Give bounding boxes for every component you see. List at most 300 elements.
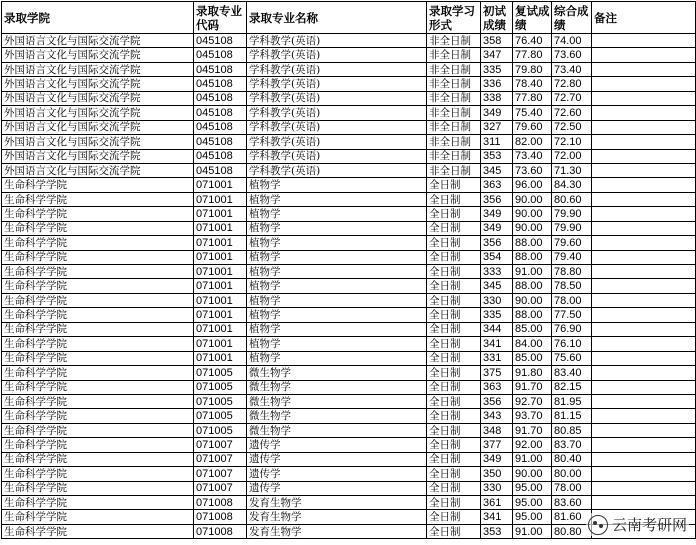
- cell-major-name: 植物学: [247, 265, 427, 279]
- cell-study-mode: 全日制: [427, 481, 481, 495]
- table-row: [2, 481, 696, 495]
- cell-major-name: 植物学: [247, 279, 427, 293]
- cell-total-score: 72.00: [552, 149, 592, 163]
- table-row: [2, 48, 696, 62]
- cell-college: 生命科学学院: [2, 351, 194, 365]
- cell-total-score: 79.90: [552, 207, 592, 221]
- cell-initial-score: 358: [481, 34, 513, 48]
- cell-study-mode: 全日制: [427, 293, 481, 307]
- cell-study-mode: 全日制: [427, 308, 481, 322]
- cell-retest-score: 91.70: [513, 423, 552, 437]
- cell-total-score: 80.40: [552, 452, 592, 466]
- cell-major-code: 071007: [194, 481, 247, 495]
- cell-college: 生命科学学院: [2, 178, 194, 192]
- cell-major-name: 植物学: [247, 221, 427, 235]
- cell-remarks: [592, 394, 696, 408]
- cell-major-name: 学科教学(英语): [247, 77, 427, 91]
- cell-study-mode: 全日制: [427, 265, 481, 279]
- cell-major-code: 071001: [194, 337, 247, 351]
- cell-college: 生命科学学院: [2, 423, 194, 437]
- header-total-score: 综合成绩: [552, 2, 592, 34]
- table-row: [2, 366, 696, 380]
- header-college: 录取学院: [2, 2, 194, 34]
- cell-major-name: 遗传学: [247, 481, 427, 495]
- cell-major-code: 071005: [194, 423, 247, 437]
- cell-major-name: 遗传学: [247, 452, 427, 466]
- cell-study-mode: 全日制: [427, 337, 481, 351]
- cell-initial-score: 330: [481, 293, 513, 307]
- admission-table: [1, 1, 696, 539]
- cell-college: 外国语言文化与国际交流学院: [2, 62, 194, 76]
- cell-retest-score: 75.40: [513, 106, 552, 120]
- table-row: [2, 120, 696, 134]
- cell-initial-score: 349: [481, 207, 513, 221]
- table-row: [2, 380, 696, 394]
- cell-major-name: 发育生物学: [247, 524, 427, 538]
- cell-college: 外国语言文化与国际交流学院: [2, 91, 194, 105]
- cell-retest-score: 79.60: [513, 120, 552, 134]
- table-body: [2, 34, 696, 539]
- cell-retest-score: 88.00: [513, 250, 552, 264]
- cell-study-mode: 非全日制: [427, 135, 481, 149]
- cell-study-mode: 非全日制: [427, 34, 481, 48]
- cell-retest-score: 82.00: [513, 135, 552, 149]
- cell-total-score: 76.10: [552, 337, 592, 351]
- cell-college: 外国语言文化与国际交流学院: [2, 34, 194, 48]
- cell-study-mode: 非全日制: [427, 48, 481, 62]
- cell-total-score: 80.60: [552, 192, 592, 206]
- cell-remarks: [592, 322, 696, 336]
- cell-retest-score: 95.00: [513, 496, 552, 510]
- cell-remarks: [592, 409, 696, 423]
- cell-major-code: 071001: [194, 293, 247, 307]
- cell-retest-score: 90.00: [513, 207, 552, 221]
- table-row: [2, 351, 696, 365]
- cell-study-mode: 全日制: [427, 510, 481, 524]
- cell-initial-score: 311: [481, 135, 513, 149]
- cell-major-code: 071001: [194, 279, 247, 293]
- cell-remarks: [592, 178, 696, 192]
- cell-major-code: 045108: [194, 62, 247, 76]
- table-row: [2, 409, 696, 423]
- cell-major-name: 微生物学: [247, 394, 427, 408]
- cell-retest-score: 90.00: [513, 293, 552, 307]
- cell-retest-score: 92.70: [513, 394, 552, 408]
- cell-major-code: 071007: [194, 438, 247, 452]
- cell-study-mode: 全日制: [427, 438, 481, 452]
- cell-initial-score: 343: [481, 409, 513, 423]
- cell-college: 生命科学学院: [2, 394, 194, 408]
- cell-retest-score: 85.00: [513, 322, 552, 336]
- cell-major-code: 071008: [194, 524, 247, 538]
- cell-college: 生命科学学院: [2, 380, 194, 394]
- cell-retest-score: 77.80: [513, 48, 552, 62]
- cell-study-mode: 全日制: [427, 452, 481, 466]
- cell-remarks: [592, 366, 696, 380]
- cell-remarks: [592, 207, 696, 221]
- cell-study-mode: 全日制: [427, 380, 481, 394]
- cell-retest-score: 92.00: [513, 438, 552, 452]
- cell-retest-score: 90.00: [513, 192, 552, 206]
- cell-major-code: 071001: [194, 351, 247, 365]
- cell-total-score: 72.50: [552, 120, 592, 134]
- cell-retest-score: 76.40: [513, 34, 552, 48]
- cell-total-score: 83.40: [552, 366, 592, 380]
- cell-major-code: 071007: [194, 467, 247, 481]
- cell-initial-score: 356: [481, 236, 513, 250]
- cell-retest-score: 90.00: [513, 221, 552, 235]
- cell-major-code: 071008: [194, 496, 247, 510]
- cell-total-score: 78.80: [552, 265, 592, 279]
- cell-college: 外国语言文化与国际交流学院: [2, 77, 194, 91]
- cell-study-mode: 全日制: [427, 409, 481, 423]
- cell-remarks: [592, 467, 696, 481]
- cell-retest-score: 73.40: [513, 149, 552, 163]
- table-row: [2, 250, 696, 264]
- cell-college: 生命科学学院: [2, 467, 194, 481]
- cell-initial-score: 327: [481, 120, 513, 134]
- cell-initial-score: 331: [481, 351, 513, 365]
- cell-college: 生命科学学院: [2, 366, 194, 380]
- cell-initial-score: 353: [481, 149, 513, 163]
- cell-initial-score: 335: [481, 62, 513, 76]
- cell-initial-score: 375: [481, 366, 513, 380]
- cell-total-score: 75.60: [552, 351, 592, 365]
- cell-college: 外国语言文化与国际交流学院: [2, 48, 194, 62]
- cell-college: 外国语言文化与国际交流学院: [2, 163, 194, 177]
- cell-major-name: 微生物学: [247, 409, 427, 423]
- cell-total-score: 84.30: [552, 178, 592, 192]
- table-row: [2, 496, 696, 510]
- cell-major-code: 071007: [194, 452, 247, 466]
- cell-initial-score: 338: [481, 91, 513, 105]
- cell-remarks: [592, 135, 696, 149]
- cell-initial-score: 335: [481, 308, 513, 322]
- cell-remarks: [592, 308, 696, 322]
- cell-study-mode: 全日制: [427, 496, 481, 510]
- cell-major-code: 071001: [194, 178, 247, 192]
- cell-college: 生命科学学院: [2, 236, 194, 250]
- cell-study-mode: 全日制: [427, 250, 481, 264]
- cell-college: 生命科学学院: [2, 192, 194, 206]
- cell-major-name: 遗传学: [247, 438, 427, 452]
- cell-college: 外国语言文化与国际交流学院: [2, 135, 194, 149]
- header-retest-score: 复试成绩: [513, 2, 552, 34]
- cell-study-mode: 全日制: [427, 178, 481, 192]
- cell-study-mode: 全日制: [427, 236, 481, 250]
- cell-major-name: 植物学: [247, 236, 427, 250]
- table-row: [2, 163, 696, 177]
- cell-college: 生命科学学院: [2, 438, 194, 452]
- cell-major-code: 071001: [194, 322, 247, 336]
- cell-college: 生命科学学院: [2, 452, 194, 466]
- cell-total-score: 77.50: [552, 308, 592, 322]
- cell-college: 生命科学学院: [2, 409, 194, 423]
- table-row: [2, 106, 696, 120]
- cell-initial-score: 350: [481, 467, 513, 481]
- table-row: [2, 149, 696, 163]
- cell-total-score: 81.15: [552, 409, 592, 423]
- cell-total-score: 80.00: [552, 467, 592, 481]
- cell-retest-score: 91.00: [513, 265, 552, 279]
- cell-remarks: [592, 250, 696, 264]
- cell-major-name: 植物学: [247, 250, 427, 264]
- cell-major-code: 045108: [194, 120, 247, 134]
- cell-college: 生命科学学院: [2, 265, 194, 279]
- cell-study-mode: 全日制: [427, 221, 481, 235]
- cell-major-code: 071008: [194, 510, 247, 524]
- cell-major-name: 植物学: [247, 178, 427, 192]
- cell-remarks: [592, 496, 696, 510]
- cell-total-score: 71.30: [552, 163, 592, 177]
- cell-retest-score: 96.00: [513, 178, 552, 192]
- cell-total-score: 74.00: [552, 34, 592, 48]
- cell-total-score: 83.60: [552, 496, 592, 510]
- cell-college: 生命科学学院: [2, 510, 194, 524]
- cell-major-code: 071001: [194, 192, 247, 206]
- cell-major-code: 071005: [194, 366, 247, 380]
- table-row: [2, 178, 696, 192]
- cell-total-score: 79.60: [552, 236, 592, 250]
- cell-remarks: [592, 62, 696, 76]
- cell-initial-score: 354: [481, 250, 513, 264]
- cell-college: 生命科学学院: [2, 221, 194, 235]
- cell-remarks: [592, 236, 696, 250]
- cell-retest-score: 91.00: [513, 452, 552, 466]
- cell-study-mode: 全日制: [427, 351, 481, 365]
- cell-study-mode: 非全日制: [427, 120, 481, 134]
- cell-college: 外国语言文化与国际交流学院: [2, 120, 194, 134]
- table-row: [2, 192, 696, 206]
- table-row: [2, 265, 696, 279]
- cell-initial-score: 361: [481, 496, 513, 510]
- cell-initial-score: 341: [481, 337, 513, 351]
- cell-study-mode: 全日制: [427, 366, 481, 380]
- cell-retest-score: 90.00: [513, 467, 552, 481]
- cell-total-score: 72.60: [552, 106, 592, 120]
- cell-major-code: 071005: [194, 394, 247, 408]
- cell-remarks: [592, 380, 696, 394]
- cell-initial-score: 349: [481, 221, 513, 235]
- cell-initial-score: 356: [481, 192, 513, 206]
- cell-total-score: 80.85: [552, 423, 592, 437]
- cell-major-name: 微生物学: [247, 366, 427, 380]
- cell-major-name: 植物学: [247, 207, 427, 221]
- cell-initial-score: 356: [481, 394, 513, 408]
- cell-major-name: 学科教学(英语): [247, 62, 427, 76]
- header-study-mode: 录取学习形式: [427, 2, 481, 34]
- cell-major-name: 植物学: [247, 293, 427, 307]
- cell-study-mode: 非全日制: [427, 163, 481, 177]
- cell-study-mode: 全日制: [427, 467, 481, 481]
- cell-retest-score: 91.00: [513, 524, 552, 538]
- cell-major-name: 植物学: [247, 192, 427, 206]
- cell-college: 生命科学学院: [2, 308, 194, 322]
- cell-retest-score: 93.70: [513, 409, 552, 423]
- cell-initial-score: 363: [481, 178, 513, 192]
- cell-initial-score: 349: [481, 106, 513, 120]
- cell-major-code: 071001: [194, 308, 247, 322]
- cell-initial-score: 348: [481, 423, 513, 437]
- cell-remarks: [592, 337, 696, 351]
- cell-initial-score: 344: [481, 322, 513, 336]
- cell-study-mode: 非全日制: [427, 91, 481, 105]
- cell-major-code: 071001: [194, 265, 247, 279]
- cell-total-score: 72.10: [552, 135, 592, 149]
- cell-major-name: 学科教学(英语): [247, 135, 427, 149]
- table-row: [2, 423, 696, 437]
- cell-major-name: 发育生物学: [247, 510, 427, 524]
- cell-total-score: 81.95: [552, 394, 592, 408]
- cell-remarks: [592, 452, 696, 466]
- cell-remarks: [592, 192, 696, 206]
- cell-major-name: 学科教学(英语): [247, 149, 427, 163]
- cell-initial-score: 336: [481, 77, 513, 91]
- cell-major-name: 学科教学(英语): [247, 106, 427, 120]
- cell-college: 生命科学学院: [2, 293, 194, 307]
- cell-total-score: 81.60: [552, 510, 592, 524]
- cell-major-code: 071001: [194, 221, 247, 235]
- cell-total-score: 76.90: [552, 322, 592, 336]
- cell-total-score: 80.80: [552, 524, 592, 538]
- cell-initial-score: 377: [481, 438, 513, 452]
- cell-major-code: 071001: [194, 207, 247, 221]
- cell-remarks: [592, 279, 696, 293]
- cell-retest-score: 78.40: [513, 77, 552, 91]
- cell-initial-score: 363: [481, 380, 513, 394]
- cell-remarks: [592, 293, 696, 307]
- table-row: [2, 135, 696, 149]
- cell-retest-score: 91.80: [513, 366, 552, 380]
- cell-college: 外国语言文化与国际交流学院: [2, 149, 194, 163]
- cell-major-code: 045108: [194, 163, 247, 177]
- wechat-icon: [588, 515, 608, 535]
- cell-initial-score: 330: [481, 481, 513, 495]
- cell-college: 生命科学学院: [2, 337, 194, 351]
- cell-remarks: [592, 91, 696, 105]
- cell-study-mode: 非全日制: [427, 149, 481, 163]
- table-row: [2, 77, 696, 91]
- cell-remarks: [592, 438, 696, 452]
- cell-college: 生命科学学院: [2, 322, 194, 336]
- table-row: [2, 91, 696, 105]
- cell-major-code: 045108: [194, 106, 247, 120]
- cell-major-name: 植物学: [247, 337, 427, 351]
- cell-total-score: 79.90: [552, 221, 592, 235]
- cell-major-code: 045108: [194, 77, 247, 91]
- cell-study-mode: 非全日制: [427, 77, 481, 91]
- cell-major-name: 微生物学: [247, 380, 427, 394]
- cell-study-mode: 全日制: [427, 322, 481, 336]
- header-major-code: 录取专业代码: [194, 2, 247, 34]
- table-row: [2, 62, 696, 76]
- admission-list-sheet: [1, 1, 695, 544]
- header-major-name: 录取专业名称: [247, 2, 427, 34]
- cell-college: 生命科学学院: [2, 496, 194, 510]
- cell-remarks: [592, 149, 696, 163]
- cell-initial-score: 341: [481, 510, 513, 524]
- cell-major-code: 071001: [194, 250, 247, 264]
- cell-major-name: 学科教学(英语): [247, 91, 427, 105]
- cell-study-mode: 全日制: [427, 279, 481, 293]
- cell-college: 生命科学学院: [2, 250, 194, 264]
- cell-total-score: 82.15: [552, 380, 592, 394]
- cell-remarks: [592, 163, 696, 177]
- cell-major-name: 遗传学: [247, 467, 427, 481]
- table-row: [2, 293, 696, 307]
- cell-initial-score: 333: [481, 265, 513, 279]
- cell-retest-score: 85.00: [513, 351, 552, 365]
- cell-study-mode: 非全日制: [427, 106, 481, 120]
- cell-study-mode: 非全日制: [427, 62, 481, 76]
- table-row: [2, 308, 696, 322]
- cell-college: 生命科学学院: [2, 481, 194, 495]
- table-row: [2, 452, 696, 466]
- cell-remarks: [592, 221, 696, 235]
- cell-retest-score: 88.00: [513, 308, 552, 322]
- cell-remarks: [592, 48, 696, 62]
- cell-major-code: 045108: [194, 149, 247, 163]
- table-header-row: [2, 2, 696, 34]
- cell-total-score: 78.00: [552, 293, 592, 307]
- table-row: [2, 438, 696, 452]
- cell-remarks: [592, 120, 696, 134]
- watermark: [586, 513, 689, 536]
- cell-major-name: 微生物学: [247, 423, 427, 437]
- cell-study-mode: 全日制: [427, 394, 481, 408]
- cell-major-name: 学科教学(英语): [247, 120, 427, 134]
- cell-remarks: [592, 265, 696, 279]
- cell-college: 外国语言文化与国际交流学院: [2, 106, 194, 120]
- cell-total-score: 73.60: [552, 48, 592, 62]
- cell-major-code: 045108: [194, 48, 247, 62]
- cell-college: 生命科学学院: [2, 207, 194, 221]
- cell-major-name: 植物学: [247, 308, 427, 322]
- cell-retest-score: 73.60: [513, 163, 552, 177]
- cell-major-name: 植物学: [247, 351, 427, 365]
- cell-study-mode: 全日制: [427, 423, 481, 437]
- table-row: [2, 236, 696, 250]
- cell-major-code: 045108: [194, 135, 247, 149]
- cell-initial-score: 347: [481, 48, 513, 62]
- cell-remarks: [592, 481, 696, 495]
- cell-major-code: 071001: [194, 236, 247, 250]
- cell-major-code: 071005: [194, 380, 247, 394]
- cell-initial-score: 345: [481, 163, 513, 177]
- cell-major-code: 045108: [194, 34, 247, 48]
- header-initial-score: 初试成绩: [481, 2, 513, 34]
- watermark-text: 云南考研网: [611, 516, 687, 534]
- cell-major-code: 045108: [194, 91, 247, 105]
- header-remarks: 备注: [592, 2, 696, 34]
- cell-initial-score: 349: [481, 452, 513, 466]
- table-row: [2, 467, 696, 481]
- cell-study-mode: 全日制: [427, 524, 481, 538]
- cell-major-name: 学科教学(英语): [247, 163, 427, 177]
- cell-study-mode: 全日制: [427, 207, 481, 221]
- cell-retest-score: 91.70: [513, 380, 552, 394]
- cell-major-name: 发育生物学: [247, 496, 427, 510]
- table-row: [2, 322, 696, 336]
- cell-college: 生命科学学院: [2, 524, 194, 538]
- table-row: [2, 279, 696, 293]
- cell-total-score: 73.40: [552, 62, 592, 76]
- cell-remarks: [592, 106, 696, 120]
- cell-remarks: [592, 34, 696, 48]
- cell-remarks: [592, 77, 696, 91]
- cell-college: 生命科学学院: [2, 279, 194, 293]
- cell-retest-score: 79.80: [513, 62, 552, 76]
